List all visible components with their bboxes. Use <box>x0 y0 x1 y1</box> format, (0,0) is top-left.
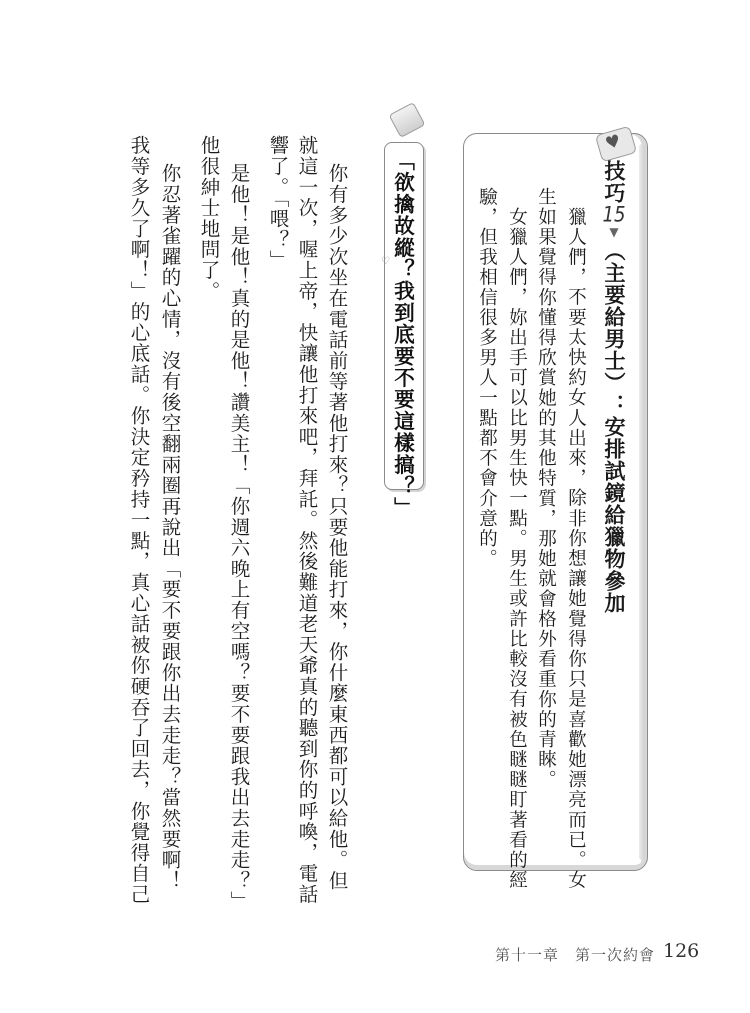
bubble-tab-icon <box>389 102 426 138</box>
section-heading: 「欲擒故縱？我到底要不要這樣搞？」 <box>390 150 415 519</box>
body-line: 他很紳士地問了。 <box>197 135 221 302</box>
body-line: 就這一次，喔上帝，快讓他打來吧，拜託。然後難道老天爺真的聽到你的呼喚，電話 <box>295 135 319 905</box>
chapter-footer: 第十一章 第一次約會 <box>495 946 656 964</box>
tip-title <box>603 160 624 614</box>
body-line: 是他！是他！真的是他！讚美主！「你週六晚上有空嗎？要不要跟我出去走走？」 <box>227 163 251 912</box>
heart-tag-icon: ♥ <box>595 126 637 163</box>
tip-line: 生如果覺得你懂得欣賞她的其他特質，那她就會格外看重你的青睞。 <box>535 187 557 790</box>
tip-title-label: 技巧 <box>602 160 626 204</box>
tip-title-rest: （主要給男士）：安排試鏡給獵物參加 <box>602 240 626 614</box>
tip-line: 獵人們，不要太快約女人出來，除非你想讓她覺得你只是喜歡她漂亮而已。女 <box>565 207 587 891</box>
body-line: 你有多少次坐在電話前等著他打來？只要他能打來，你什麼東西都可以給他。但 <box>325 163 349 891</box>
page-number: 126 <box>663 940 700 962</box>
body-line: 你忍著雀躍的心情，沒有後空翻兩圈再說出「要不要跟你出去走走？當然要啊！ <box>158 163 182 891</box>
heart-outline-icon: ♡ <box>381 256 390 267</box>
body-line: 我等多久了啊！」的心底話。你決定矜持一點，真心話被你硬吞了回去，你覺得自己 <box>127 135 151 905</box>
tip-arrow-icon: ▼ <box>607 225 621 240</box>
tip-line: 驗，但我相信很多男人一點都不會介意的。 <box>476 187 498 569</box>
tip-number: 15 <box>602 204 626 225</box>
body-line: 響了。「喂？」 <box>266 135 290 271</box>
tip-line: 女獵人們，妳出手可以比男生快一點。男生或許比較沒有被色瞇瞇盯著看的經 <box>506 207 528 891</box>
